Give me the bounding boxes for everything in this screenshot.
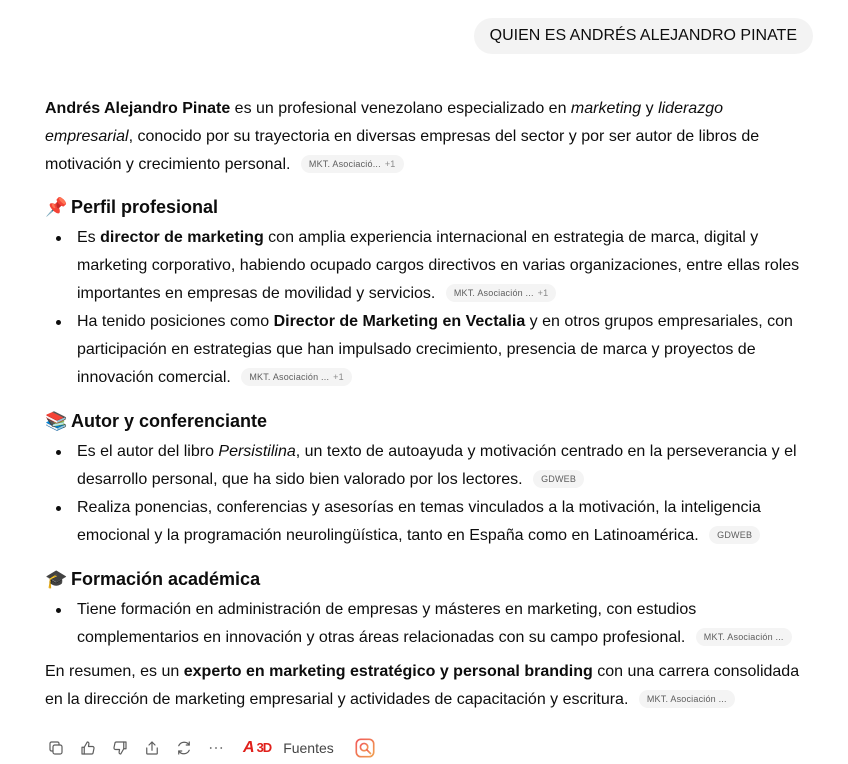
copy-icon[interactable] xyxy=(45,737,67,759)
citation-chip[interactable]: GDWEB xyxy=(533,470,584,488)
citation-chip[interactable]: MKT. Asociación ... +1 xyxy=(446,284,557,302)
autor-list xyxy=(45,438,815,550)
source-logo-icon: A 3D xyxy=(243,739,272,756)
list-item: Ha tenido posiciones como Director de Marketing en Vectalia y en otros grupos empresariales, con participación en estrategias que han impulsado crecimiento, presencia de marca y proyectos de innovación comercial. MKT. Asociación ... +1 xyxy=(45,308,815,392)
list-item: Realiza ponencias, conferencias y asesorías en temas vinculados a la motivación, la inteligencia emocional y la programación neurolingüística, tanto en España como en Latinoamérica. GDWEB xyxy=(45,494,815,550)
intro-paragraph: Andrés Alejandro Pinate es un profesional venezolano especializado en marketing y liderazgo empresarial, conocido por su trayectoria en diversas empresas del sector y por ser autor de libros de motivación y crecimiento personal. MKT. Asociació... +1 xyxy=(45,100,760,173)
citation-chip[interactable]: GDWEB xyxy=(709,526,760,544)
regenerate-icon[interactable] xyxy=(173,737,195,759)
sources-label: Fuentes xyxy=(283,740,334,756)
response-toolbar xyxy=(45,736,376,760)
books-icon: 📚 xyxy=(45,411,68,431)
more-icon[interactable] xyxy=(205,737,227,759)
graduation-cap-icon: 🎓 xyxy=(45,569,68,589)
citation-chip[interactable]: MKT. Asociación ... xyxy=(639,690,735,708)
thumbs-up-icon[interactable] xyxy=(77,737,99,759)
share-icon[interactable] xyxy=(141,737,163,759)
thumbs-down-icon[interactable] xyxy=(109,737,131,759)
perfil-list xyxy=(45,224,815,392)
person-name: Andrés Alejandro Pinate xyxy=(45,100,231,117)
pushpin-icon: 📌 xyxy=(45,197,68,217)
list-item: Tiene formación en administración de empresas y másteres en marketing, con estudios complementarios en innovación y otras áreas relacionadas con su campo profesional. MKT. Asociación ... xyxy=(45,596,815,652)
formacion-list xyxy=(45,596,815,652)
sources-button[interactable] xyxy=(243,739,334,757)
search-magnifier-icon[interactable] xyxy=(354,737,376,759)
assistant-answer xyxy=(45,95,815,714)
citation-chip[interactable]: MKT. Asociación ... +1 xyxy=(241,368,352,386)
section-title-perfil: 📌 Perfil profesional xyxy=(45,194,815,220)
user-message-bubble: QUIEN ES ANDRÉS ALEJANDRO PINATE xyxy=(474,18,813,54)
section-title-formacion: 🎓 Formación académica xyxy=(45,566,815,592)
summary-paragraph: En resumen, es un experto en marketing estratégico y personal branding con una carrera consolidada en la dirección de marketing empresarial y actividades de capacitación y escritura. MKT. Asociación ... xyxy=(45,663,800,708)
citation-chip[interactable]: MKT. Asociación ... xyxy=(696,628,792,646)
list-item: Es director de marketing con amplia experiencia internacional en estrategia de marca, digital y marketing corporativo, habiendo ocupado cargos directivos en varias organizaciones, entre ellas roles importantes en empresas de movilidad y servicios. MKT. Asociación ... +1 xyxy=(45,224,815,308)
list-item: Es el autor del libro Persistilina, un texto de autoayuda y motivación centrado en la perseverancia y el desarrollo personal, que ha sido bien valorado por los lectores. GDWEB xyxy=(45,438,815,494)
section-title-autor: 📚 Autor y conferenciante xyxy=(45,408,815,434)
citation-chip[interactable]: MKT. Asociació... +1 xyxy=(301,155,404,173)
